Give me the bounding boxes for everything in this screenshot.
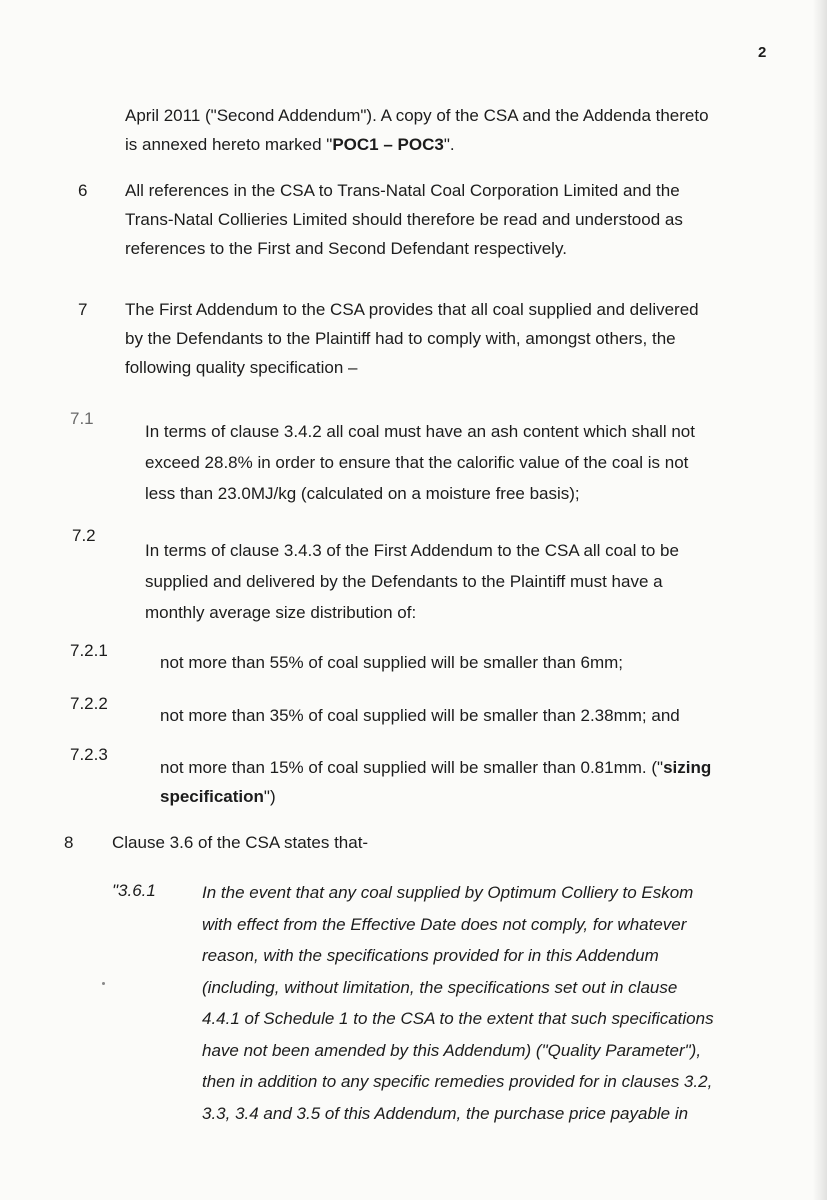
quoted-clause-line: reason, with the specifications provided for in this Addendum [202, 946, 659, 965]
paragraph-7-2-3 [160, 753, 711, 811]
paragraph-7 [125, 295, 699, 382]
paragraph-7-1 [145, 416, 695, 509]
paragraph-7-line: by the Defendants to the Plaintiff had to comply with, amongst others, the [125, 329, 676, 348]
quoted-clause-line: have not been amended by this Addendum) ("Quality Parameter"), [202, 1040, 702, 1060]
paragraph-number-7-2-2: 7.2.2 [70, 694, 108, 713]
annexure-reference: POC1 – POC3 [332, 135, 444, 154]
paragraph-number-8: 8 [64, 833, 74, 852]
paragraph-7-2-2: not more than 35% of coal supplied will be smaller than 2.38mm; and [160, 706, 680, 725]
paragraph-7-2-1: not more than 55% of coal supplied will be smaller than 6mm; [160, 653, 624, 672]
intro-line-1: April 2011 ("Second Addendum"). A copy of the CSA and the Addenda thereto [125, 106, 709, 125]
specification-term: specification [160, 787, 264, 806]
scan-edge-shadow [813, 0, 827, 1200]
quoted-clause-line: then in addition to any specific remedies provided for in clauses 3.2, [202, 1072, 713, 1091]
scan-speck [102, 982, 105, 985]
quoted-clause-line: 4.4.1 of Schedule 1 to the CSA to the extent that such specifications [202, 1009, 714, 1028]
paragraph-7-line: following quality specification – [125, 358, 358, 377]
paragraph-7-1-line: exceed 28.8% in order to ensure that the calorific value of the coal is not [145, 453, 689, 472]
paragraph-6-line: references to the First and Second Defendant respectively. [125, 239, 567, 258]
quoted-clause-line: with effect from the Effective Date does not comply, for whatever [202, 914, 687, 934]
paragraph-number-7-2-1: 7.2.1 [70, 641, 108, 660]
paragraph-6 [125, 176, 683, 263]
paragraph-6-line: All references in the CSA to Trans-Natal Coal Corporation Limited and the [125, 181, 680, 200]
paragraph-7-1-line: In terms of clause 3.4.2 all coal must have an ash content which shall not [145, 422, 695, 441]
paragraph-7-2-line: In terms of clause 3.4.3 of the First Addendum to the CSA all coal to be [145, 541, 679, 560]
paragraph-number-6: 6 [78, 181, 88, 200]
paragraph-number-7: 7 [78, 300, 88, 319]
paragraph-number-7-2-3: 7.2.3 [70, 745, 108, 764]
paragraph-7-line: The First Addendum to the CSA provides that all coal supplied and delivered [125, 300, 699, 319]
paragraph-7-2 [145, 535, 679, 628]
quoted-clause-line: 3.3, 3.4 and 3.5 of this Addendum, the purchase price payable in [202, 1103, 689, 1123]
paragraph-7-2-3-line-2: specification") [160, 787, 276, 806]
quoted-clause-line: (including, without limitation, the specifications set out in clause [202, 977, 678, 997]
paragraph-7-1-line: less than 23.0MJ/kg (calculated on a moisture free basis); [145, 484, 580, 503]
intro-paragraph [125, 101, 709, 159]
sizing-term: sizing [663, 758, 712, 777]
paragraph-7-2-line: supplied and delivered by the Defendants to the Plaintiff must have a [145, 572, 663, 591]
paragraph-number-7-2: 7.2 [72, 526, 96, 545]
quote-clause-number: "3.6.1 [112, 881, 156, 900]
paragraph-8: Clause 3.6 of the CSA states that- [112, 833, 369, 852]
paragraph-6-line: Trans-Natal Collieries Limited should therefore be read and understood as [125, 210, 683, 229]
paragraph-7-2-3-line-1: not more than 15% of coal supplied will be smaller than 0.81mm. ("sizing [160, 758, 712, 777]
intro-line-2: is annexed hereto marked "POC1 – POC3". [125, 135, 455, 154]
quoted-clause-line: In the event that any coal supplied by Optimum Colliery to Eskom [202, 883, 694, 902]
quoted-clause [202, 877, 714, 1129]
paragraph-7-2-line: monthly average size distribution of: [145, 603, 417, 622]
paragraph-number-7-1: 7.1 [70, 409, 94, 428]
page-number: 2 [758, 44, 767, 61]
